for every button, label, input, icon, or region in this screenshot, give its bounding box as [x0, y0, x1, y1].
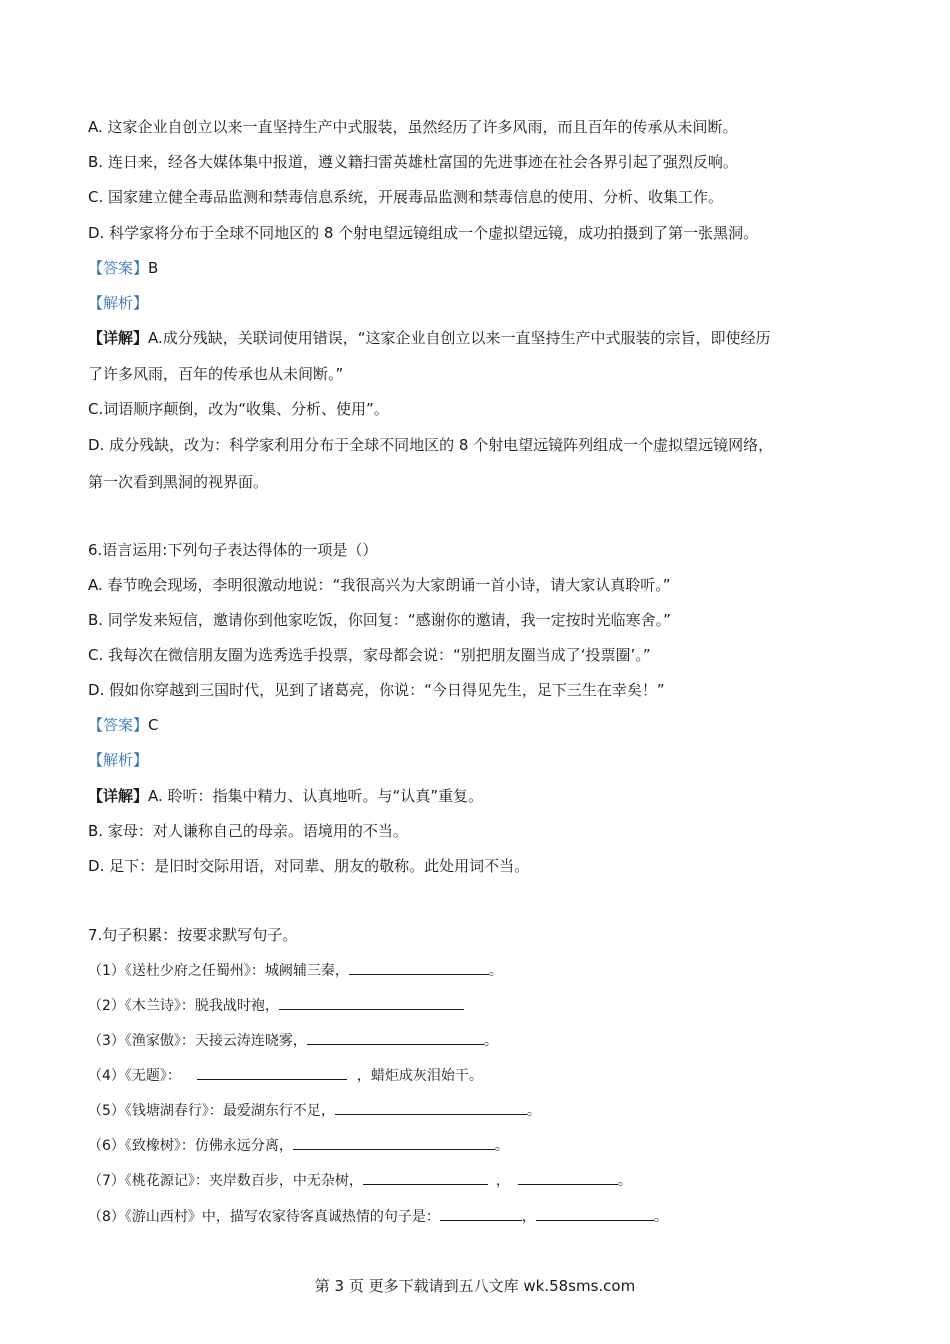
q7-item-1-prompt: （1）《送杜少府之任蜀州》：城阙辅三秦， [88, 963, 349, 979]
q5-answer-tag: 【答案】 [88, 259, 149, 277]
q7-item-1-end: 。 [488, 963, 503, 979]
q6-analysis-tag: 【解析】 [88, 751, 149, 769]
q7-item-1 [88, 960, 503, 981]
q7-item-4-prompt: （4）《无题》： [88, 1068, 181, 1084]
q7-item-2-blank[interactable] [279, 995, 464, 1010]
q6-title: 6.语言运用:下列句子表达得体的一项是（） [88, 541, 378, 559]
q6-detail-a [88, 786, 483, 806]
q5-analysis-tag: 【解析】 [88, 294, 149, 312]
q7-item-5-prompt: （5）《钱塘湖春行》：最爱湖东行不足， [88, 1103, 335, 1119]
q5-answer [88, 258, 158, 278]
q7-item-6-end: 。 [494, 1138, 509, 1154]
q5-option-b: B. 连日来，经各大媒体集中报道，遵义籍扫雷英雄杜富国的先进事迹在社会各界引起了强烈反响。 [88, 153, 738, 171]
q5-detail-a-text: A.成分残缺，关联词使用错误，“这家企业自创立以来一直坚持生产中式服装的宗旨，即使经历 [148, 329, 771, 347]
q5-detail-a-1 [88, 328, 771, 348]
q6-detail-tag: 【详解】 [88, 787, 149, 805]
q7-item-2 [88, 995, 464, 1016]
q6-answer-tag: 【答案】 [88, 716, 149, 734]
q7-item-8 [88, 1206, 668, 1227]
q7-item-7-end: 。 [617, 1173, 632, 1189]
q6-detail-d: D. 足下：是旧时交际用语，对同辈、朋友的敬称。此处用词不当。 [88, 857, 530, 875]
q6-answer [88, 715, 159, 735]
q5-answer-value: B [148, 259, 159, 277]
q7-item-4 [88, 1065, 483, 1086]
q7-item-8-sep: ， [521, 1209, 536, 1225]
q7-item-6 [88, 1135, 509, 1156]
q6-detail-b: B. 家母：对人谦称自己的母亲。语境用的不当。 [88, 822, 408, 840]
q5-option-d: D. 科学家将分布于全球不同地区的 8 个射电望远镜组成一个虚拟望远镜，成功拍摄到了第一张黑洞。 [88, 224, 759, 242]
q7-item-8-prompt: （8）《游山西村》中，描写农家待客真诚热情的句子是： [88, 1209, 440, 1225]
q7-item-8-end: 。 [653, 1209, 668, 1225]
q7-item-4-blank[interactable] [197, 1065, 347, 1080]
q6-detail-a-text: A. 聆听：指集中精力、认真地听。与“认真”重复。 [148, 787, 484, 805]
q7-item-7 [88, 1170, 632, 1191]
q7-item-7-sep: ， [495, 1173, 510, 1189]
q5-option-a: A. 这家企业自创立以来一直坚持生产中式服装，虽然经历了许多风雨，而且百年的传承从未间断。 [88, 118, 738, 136]
q5-detail-c: C.词语顺序颠倒，改为“收集、分析、使用”。 [88, 400, 389, 418]
q7-item-3 [88, 1030, 498, 1051]
q5-detail-d-2: 第一次看到黑洞的视界面。 [88, 473, 269, 491]
q7-item-2-prompt: （2）《木兰诗》：脱我战时袍， [88, 998, 279, 1014]
q7-item-6-prompt: （6）《致橡树》：仿佛永远分离， [88, 1138, 293, 1154]
q7-item-8-blank-2[interactable] [536, 1206, 654, 1221]
q6-answer-value: C [148, 716, 159, 734]
q6-option-d: D. 假如你穿越到三国时代，见到了诸葛亮，你说：“今日得见先生，足下三生在幸矣！” [88, 681, 665, 699]
q7-item-5-end: 。 [526, 1103, 541, 1119]
q7-item-4-end: ，蜡炬成灰泪始干。 [356, 1068, 483, 1084]
q7-item-8-blank-1[interactable] [440, 1206, 522, 1221]
q7-item-3-blank[interactable] [307, 1030, 484, 1045]
q7-item-6-blank[interactable] [293, 1135, 495, 1150]
q7-item-3-end: 。 [483, 1033, 498, 1049]
q7-item-5-blank[interactable] [335, 1100, 527, 1115]
q5-detail-tag: 【详解】 [88, 329, 149, 347]
q7-item-7-prompt: （7）《桃花源记》：夹岸数百步，中无杂树， [88, 1173, 363, 1189]
page-footer: 第 3 页 更多下载请到五八文库 wk.58sms.com [314, 1277, 636, 1295]
q5-detail-a-2: 了许多风雨，百年的传承也从未间断。” [88, 365, 344, 383]
q6-option-a: A. 春节晚会现场，李明很激动地说：“我很高兴为大家朗诵一首小诗，请大家认真聆听。” [88, 576, 671, 594]
q7-item-7-blank-1[interactable] [363, 1170, 488, 1185]
q7-item-1-blank[interactable] [349, 960, 489, 975]
q5-option-c: C. 国家建立健全毒品监测和禁毒信息系统，开展毒品监测和禁毒信息的使用、分析、收集工作。 [88, 188, 724, 206]
q7-title: 7.句子积累：按要求默写句子。 [88, 926, 298, 944]
q7-item-5 [88, 1100, 541, 1121]
q5-detail-d-1: D. 成分残缺，改为：科学家利用分布于全球不同地区的 8 个射电望远镜阵列组成一个虚拟望远镜网络， [88, 436, 774, 454]
q6-option-b: B. 同学发来短信，邀请你到他家吃饭，你回复：“感谢你的邀请，我一定按时光临寒舍。” [88, 611, 671, 629]
q7-item-3-prompt: （3）《渔家傲》：天接云涛连晓雾， [88, 1033, 307, 1049]
q6-option-c: C. 我每次在微信朋友圈为选秀选手投票，家母都会说：“别把朋友圈当成了‘投票圈’。” [88, 646, 651, 664]
q7-item-7-blank-2[interactable] [518, 1170, 618, 1185]
